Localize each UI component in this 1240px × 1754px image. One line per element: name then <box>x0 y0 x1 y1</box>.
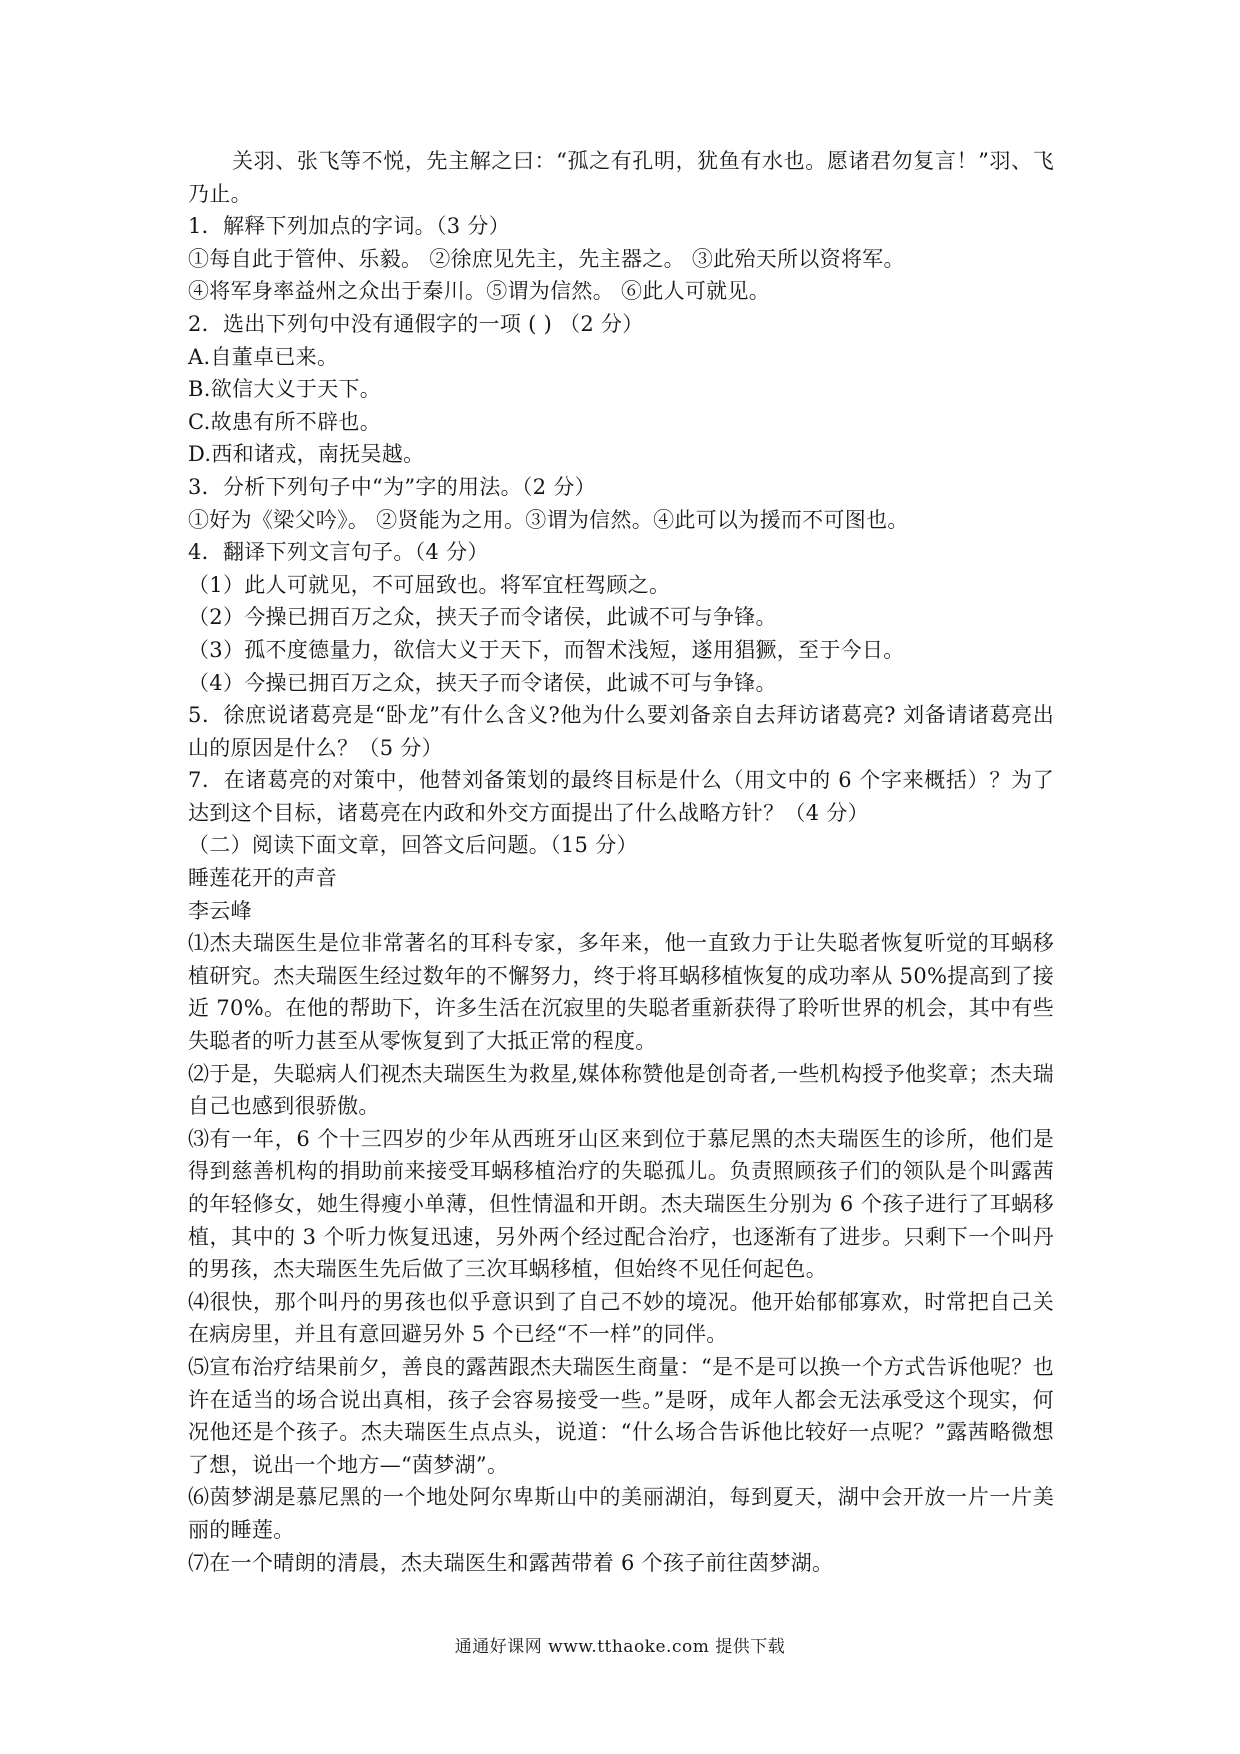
question-2-option-c: C.故患有所不辟也。 <box>188 409 381 434</box>
article-paragraph-1: ⑴杰夫瑞医生是位非常著名的耳科专家，多年来，他一直致力于让失聪者恢复听觉的耳蜗移植研究。杰夫瑞医生经过数年的不懈努力，终于将耳蜗移植恢复的成功率从 50%提高到了接近 70%。在他的帮助下，许多生活在沉寂里的失聪者重新获得了聆听世界的机会，其中有些失聪者的听力甚至从零恢复到了大抵正常的程度。 <box>188 931 1054 1054</box>
page-footer: 通通好课网 www.tthaoke.com 提供下载 <box>454 1637 786 1657</box>
question-2-option-b: B.欲信大义于天下。 <box>188 377 382 402</box>
article-title: 睡莲花开的声音 <box>188 866 338 891</box>
question-4-item-4: （4）今操已拥百万之众，挟天子而令诸侯，此诚不可与争锋。 <box>188 670 777 695</box>
question-1-items-a: ①每自此于管仲、乐毅。 ②徐庶见先主，先主器之。 ③此殆天所以资将军。 <box>188 246 905 271</box>
question-2: 2．选出下列句中没有通假字的一项 ( ) （2 分） <box>188 311 644 336</box>
article-paragraph-2: ⑵于是，失聪病人们视杰夫瑞医生为救星,媒体称赞他是创奇者,一些机构授予他奖章；杰夫瑞自己也感到很骄傲。 <box>188 1061 1054 1119</box>
question-4: 4．翻译下列文言句子。（4 分） <box>188 540 489 565</box>
article-paragraph-5: ⑸宣布治疗结果前夕，善良的露茜跟杰夫瑞医生商量：“是不是可以换一个方式告诉他呢？也许在适当的场合说出真相，孩子会容易接受一些。”是呀，成年人都会无法承受这个现实，何况他还是个孩子。杰夫瑞医生点点头，说道：“什么场合告诉他比较好一点呢？”露茜略微想了想，说出一个地方—“茵梦湖”。 <box>188 1354 1054 1477</box>
article-author: 李云峰 <box>188 898 252 923</box>
question-2-option-a: A.自董卓已来。 <box>188 344 339 369</box>
article-paragraph-3: ⑶有一年，6 个十三四岁的少年从西班牙山区来到位于慕尼黑的杰夫瑞医生的诊所，他们是得到慈善机构的捐助前来接受耳蜗移植治疗的失聪孤儿。负责照顾孩子们的领队是个叫露茜的年轻修女，她生得瘦小单薄，但性情温和开朗。杰夫瑞医生分别为 6 个孩子进行了耳蜗移植，其中的 3 个听力恢复迅速，另外两个经过配合治疗，也逐渐有了进步。只剩下一个叫丹的男孩，杰夫瑞医生先后做了三次耳蜗移植，但始终不见任何起色。 <box>188 1126 1054 1282</box>
question-3: 3．分析下列句子中“为”字的用法。（2 分） <box>188 474 596 499</box>
question-2-option-d: D.西和诸戎，南抚吴越。 <box>188 442 425 467</box>
question-4-item-1: （1）此人可就见，不可屈致也。将军宜枉驾顾之。 <box>188 572 671 597</box>
question-4-item-3: （3）孤不度德量力，欲信大义于天下，而智术浅短，遂用猖獗，至于今日。 <box>188 637 905 662</box>
question-1: 1．解释下列加点的字词。（3 分） <box>188 214 510 239</box>
question-3-items: ①好为《梁父吟》。 ②贤能为之用。③谓为信然。④此可以为援而不可图也。 <box>188 507 909 532</box>
section-2-heading: （二）阅读下面文章，回答文后问题。（15 分） <box>188 833 638 858</box>
question-5: 5．徐庶说诸葛亮是“卧龙”有什么含义?他为什么要刘备亲自去拜访诸葛亮? 刘备请诸葛亮出山的原因是什么？（5 分） <box>188 703 1054 760</box>
question-1-items-b: ④将军身率益州之众出于秦川。⑤谓为信然。 ⑥此人可就见。 <box>188 279 771 304</box>
passage-closing-paragraph: 关羽、张飞等不悦，先主解之曰：“孤之有孔明，犹鱼有水也。愿诸君勿复言！”羽、飞乃止。 <box>188 149 1054 206</box>
article-paragraph-4: ⑷很快，那个叫丹的男孩也似乎意识到了自己不妙的境况。他开始郁郁寡欢，时常把自己关在病房里，并且有意回避另外 5 个已经“不一样”的同伴。 <box>188 1289 1054 1347</box>
question-4-item-2: （2）今操已拥百万之众，挟天子而令诸侯，此诚不可与争锋。 <box>188 605 777 630</box>
article-paragraph-7: ⑺在一个晴朗的清晨，杰夫瑞医生和露茜带着 6 个孩子前往茵梦湖。 <box>188 1550 834 1575</box>
question-7: 7．在诸葛亮的对策中，他替刘备策划的最终目标是什么（用文中的 6 个字来概括）？为了达到这个目标，诸葛亮在内政和外交方面提出了什么战略方针？（4 分） <box>188 768 1054 825</box>
article-paragraph-6: ⑹茵梦湖是慕尼黑的一个地处阿尔卑斯山中的美丽湖泊，每到夏天，湖中会开放一片一片美丽的睡莲。 <box>188 1485 1054 1542</box>
document-body <box>188 145 1054 1579</box>
